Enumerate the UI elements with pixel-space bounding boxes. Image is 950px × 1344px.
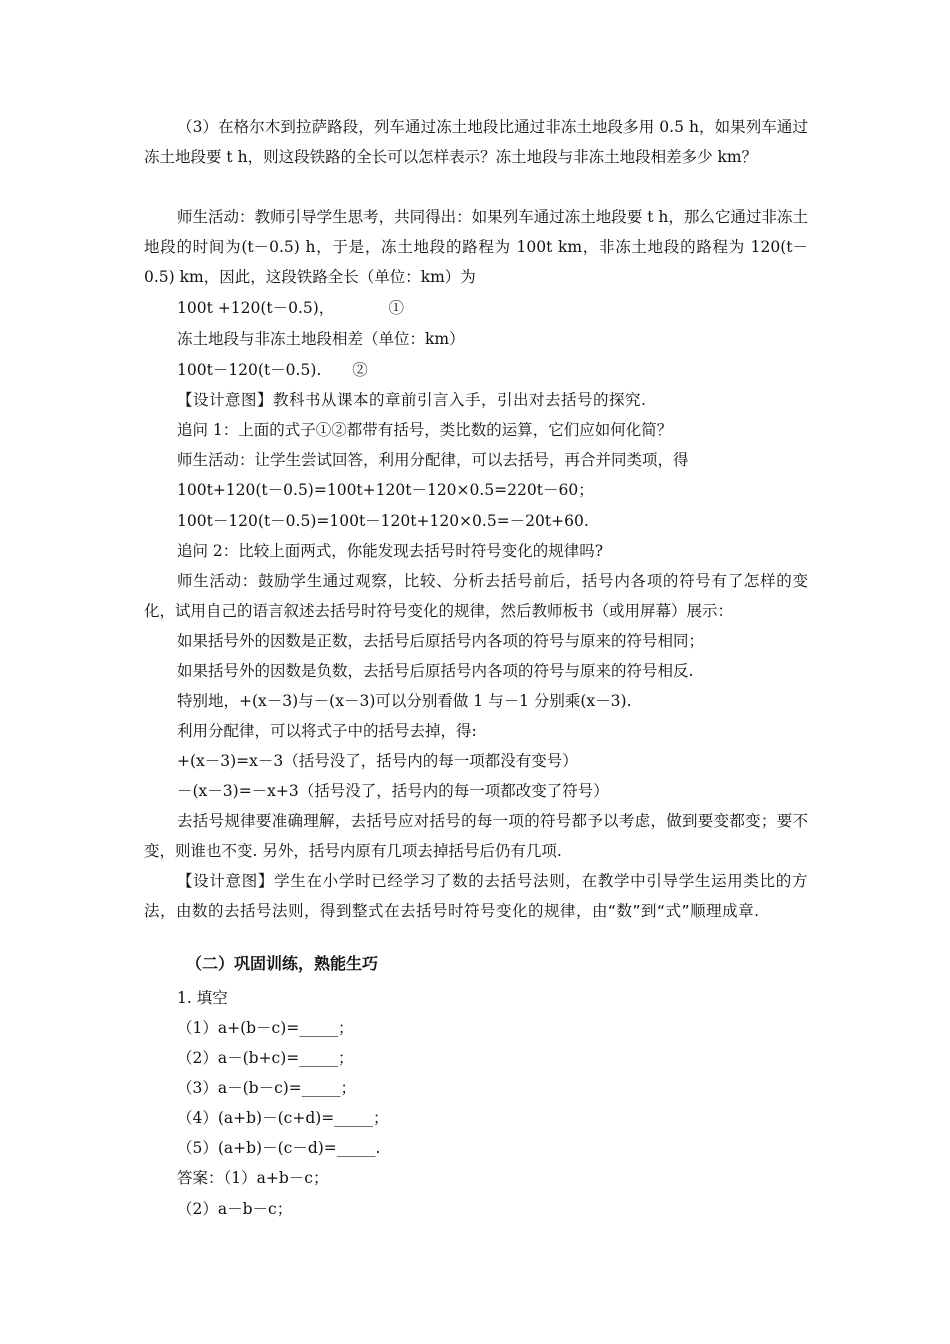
fill-item: （1）a+(b－c)=_____； <box>177 1019 354 1037</box>
fill-item: （3）a－(b－c)=_____； <box>177 1079 357 1097</box>
follow-up-question-1: 追问 1：上面的式子①②都带有括号，类比数的运算，它们应如何化简？ <box>177 421 673 439</box>
equation-3: 100t+120(t－0.5)=100t+120t－120×0.5=220t－60； <box>177 481 594 499</box>
paragraph-teacher-activity-1: 师生活动：教师引导学生思考，共同得出：如果列车通过冻土地段要 t h，那么它通过非冻土地段的时间为(t－0.5) h，于是，冻土地段的路程为 100t km，非冻土地段的路程为 120(t－0.5) km，因此，这段铁路全长（单位：km）为 <box>144 208 808 286</box>
fill-item: （5）(a+b)－(c－d)=_____. <box>177 1139 381 1157</box>
equation-2: 100t－120(t－0.5). ② <box>177 361 368 379</box>
answer-2: （2）a－b－c； <box>177 1200 293 1218</box>
special-case: 特别地，+(x－3)与－(x－3)可以分别看做 1 与－1 分别乘(x－3). <box>177 692 632 710</box>
paragraph-difference: 冻土地段与非冻土地段相差（单位：km） <box>177 330 465 348</box>
answer-1: 答案：（1）a+b－c； <box>177 1169 329 1187</box>
follow-up-question-2: 追问 2：比较上面两式，你能发现去括号时符号变化的规律吗? <box>177 542 604 560</box>
paragraph-problem-3: （3）在格尔木到拉萨路段，列车通过冻土地段比通过非冻土地段多用 0.5 h，如果列车通过冻土地段要 t h，则这段铁路的全长可以怎样表示？冻土地段与非冻土地段相差多少 km？ <box>144 118 808 166</box>
rule-positive: 如果括号外的因数是正数，去括号后原括号内各项的符号与原来的符号相同； <box>177 632 705 650</box>
fill-in-title: 1. 填空 <box>177 989 228 1007</box>
fill-item: （2）a－(b+c)=_____； <box>177 1049 354 1067</box>
design-intent-1: 【设计意图】教科书从课本的章前引言入手，引出对去括号的探究. <box>177 391 647 409</box>
fill-item: （4）(a+b)－(c+d)=_____； <box>177 1109 389 1127</box>
paragraph-rule-explanation: 去括号规律要准确理解，去括号应对括号的每一项的符号都予以考虑，做到要变都变；要不变，则谁也不变. 另外，括号内原有几项去掉括号后仍有几项. <box>144 812 808 860</box>
section-heading: （二）巩固训练，熟能生巧 <box>186 954 379 973</box>
paragraph-teacher-activity-3: 师生活动：鼓励学生通过观察，比较、分析去括号前后，括号内各项的符号有了怎样的变化，试用自己的语言叙述去括号时符号变化的规律，然后教师板书（或用屏幕）展示： <box>144 572 808 620</box>
example-positive: +(x－3)=x－3（括号没了，括号内的每一项都没有变号） <box>177 752 578 770</box>
paragraph-teacher-activity-2: 师生活动：让学生尝试回答，利用分配律，可以去括号，再合并同类项，得 <box>177 451 689 469</box>
distributive-intro: 利用分配律，可以将式子中的括号去掉，得: <box>177 722 477 740</box>
rule-negative: 如果括号外的因数是负数，去括号后原括号内各项的符号与原来的符号相反. <box>177 662 694 680</box>
equation-4: 100t－120(t－0.5)=100t－120t+120×0.5=－20t+60. <box>177 512 589 530</box>
equation-1: 100t +120(t－0.5)， ① <box>177 299 405 317</box>
design-intent-2: 【设计意图】学生在小学时已经学习了数的去括号法则，在教学中引导学生运用类比的方法，由数的去括号法则，得到整式在去括号时符号变化的规律，由“数”到“式”顺理成章. <box>144 872 808 920</box>
example-negative: －(x－3)=－x+3（括号没了，括号内的每一项都改变了符号） <box>177 782 609 800</box>
